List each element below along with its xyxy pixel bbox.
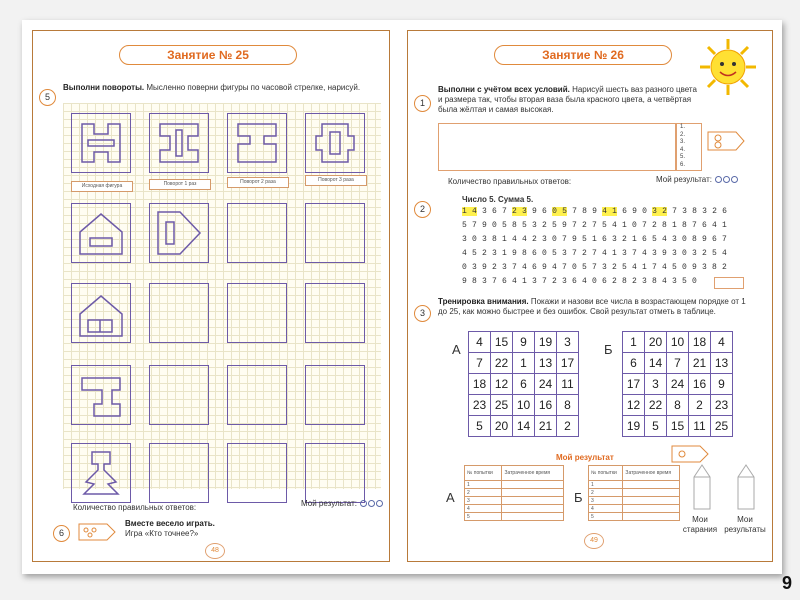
shape-original-5 — [71, 443, 131, 503]
schulte-table-a — [468, 331, 579, 437]
bracket-shape-icon — [72, 366, 130, 424]
attempt-number: 2 — [465, 489, 502, 497]
task-6-number: 6 — [53, 525, 70, 542]
time-input-cell[interactable] — [623, 481, 680, 489]
number-cell[interactable]: 13 — [535, 353, 557, 374]
shape-rotated-1-3 — [305, 113, 365, 173]
workbook-spread — [22, 20, 782, 574]
label-original: Исходная фигура — [71, 181, 133, 192]
number-row-4: 4 5 2 3 1 9 8 6 0 5 3 7 2 7 4 1 3 7 4 3 9 3 0 3 2 5 4 — [462, 249, 728, 258]
vase-slot-2: 2. — [680, 131, 686, 138]
attempt-number: 4 — [465, 505, 502, 513]
number-cell[interactable]: 7 — [667, 353, 689, 374]
vase-slot-list — [676, 123, 702, 171]
table-row — [469, 395, 579, 416]
answer-input-box[interactable] — [714, 277, 744, 289]
vase-drawing-area[interactable] — [438, 123, 676, 171]
number-cell[interactable]: 20 — [491, 416, 513, 437]
number-cell[interactable]: 23 — [711, 395, 733, 416]
result-circle-icon[interactable] — [376, 500, 383, 507]
number-cell[interactable]: 11 — [689, 416, 711, 437]
number-cell[interactable]: 6 — [513, 374, 535, 395]
answer-box-3-1[interactable] — [149, 283, 209, 343]
number-cell[interactable]: 5 — [469, 416, 491, 437]
number-cell[interactable]: 19 — [623, 416, 645, 437]
sun-icon — [698, 37, 758, 97]
number-cell[interactable]: 10 — [667, 332, 689, 353]
pencil-icon — [706, 129, 746, 153]
number-cell[interactable]: 3 — [645, 374, 667, 395]
left-my-result-label: Мой результат: — [301, 499, 357, 508]
number-cell[interactable]: 8 — [667, 395, 689, 416]
number-cell[interactable]: 7 — [469, 353, 491, 374]
answer-box-2-2[interactable] — [227, 203, 287, 263]
number-cell[interactable]: 5 — [645, 416, 667, 437]
shape-original-3 — [71, 283, 131, 343]
answer-box-2-3[interactable] — [305, 203, 365, 263]
left-page-number: 48 — [205, 543, 225, 559]
table-row — [623, 353, 733, 374]
right-page-number: 49 — [584, 533, 604, 549]
number-cell[interactable]: 12 — [623, 395, 645, 416]
pencil-icon — [77, 521, 117, 543]
number-cell[interactable]: 4 — [469, 332, 491, 353]
number-cell[interactable]: 12 — [491, 374, 513, 395]
task-1-heading: Выполни с учётом всех условий. — [438, 85, 570, 94]
number-cell[interactable]: 6 — [623, 353, 645, 374]
number-cell[interactable]: 17 — [557, 353, 579, 374]
table-row — [623, 332, 733, 353]
left-correct-count-label: Количество правильных ответов: — [73, 503, 197, 512]
time-input-cell[interactable] — [502, 481, 564, 489]
cottage-shape-icon — [72, 284, 130, 342]
result-circle-icon[interactable] — [723, 176, 730, 183]
number-cell[interactable]: 4 — [711, 332, 733, 353]
left-page — [32, 30, 390, 562]
number-row-6: 9 8 3 7 6 4 1 3 7 2 3 6 4 0 6 2 8 2 3 8 4 3 5 0 — [462, 277, 698, 286]
number-cell[interactable]: 21 — [535, 416, 557, 437]
highlight-group: 4 1 — [602, 207, 618, 216]
number-cell[interactable]: 1 — [513, 353, 535, 374]
answer-box-5-1[interactable] — [149, 443, 209, 503]
number-cell[interactable]: 23 — [469, 395, 491, 416]
number-cell[interactable]: 9 — [711, 374, 733, 395]
number-cell[interactable]: 20 — [645, 332, 667, 353]
time-input-cell[interactable] — [623, 497, 680, 505]
table-row — [623, 395, 733, 416]
time-input-cell[interactable] — [623, 513, 680, 521]
number-row-1: 1 4 3 6 7 2 3 9 6 0 5 7 8 9 4 1 6 9 0 3 2 7 3 8 3 2 6 — [462, 207, 728, 216]
tower-results-label: Мои результаты — [724, 515, 766, 534]
task-3-instruction: Покажи и назови все числа в возрастающем порядке от 1 до 25, как можно быстрее и без ошибок. Свой результат отметь в таблице. — [438, 297, 746, 316]
shape-original-2 — [71, 203, 131, 263]
shape-rotated-2-1 — [149, 203, 209, 263]
attempt-number: 4 — [589, 505, 623, 513]
number-cell[interactable]: 18 — [689, 332, 711, 353]
number-cell[interactable]: 18 — [469, 374, 491, 395]
answer-box-4-2[interactable] — [227, 365, 287, 425]
answer-box-4-1[interactable] — [149, 365, 209, 425]
task-2-label: Число 5. Сумма 5. — [462, 195, 534, 204]
table-row — [623, 416, 733, 437]
right-correct-count-label: Количество правильных ответов: — [448, 177, 572, 186]
number-row-5: 0 3 9 2 3 7 4 6 9 4 7 0 5 7 3 2 5 4 1 7 4 5 0 9 3 8 2 — [462, 263, 728, 272]
number-cell[interactable]: 10 — [513, 395, 535, 416]
rotation-shape-icon — [306, 114, 364, 172]
task-5-text — [63, 83, 379, 93]
answer-box-5-2[interactable] — [227, 443, 287, 503]
vase-slot-1: 1. — [680, 124, 686, 130]
result-row — [589, 505, 680, 513]
highlight-group: 1 4 — [462, 207, 478, 216]
shape-original-1 — [71, 113, 131, 173]
number-cell[interactable]: 21 — [689, 353, 711, 374]
highlight-group: 2 3 — [512, 207, 528, 216]
result-table-b — [588, 465, 680, 521]
number-cell[interactable]: 8 — [557, 395, 579, 416]
result-row — [589, 481, 680, 489]
table-a-label: А — [452, 342, 461, 357]
shape-original-4 — [71, 365, 131, 425]
time-input-cell[interactable] — [502, 505, 564, 513]
task-3-number: 3 — [414, 305, 431, 322]
left-my-result — [301, 499, 383, 508]
number-cell[interactable]: 1 — [623, 332, 645, 353]
result-header-row — [465, 466, 564, 481]
number-cell[interactable]: 9 — [513, 332, 535, 353]
tower-efforts-icon — [690, 461, 714, 511]
task-5-instruction: Мысленно поверни фигуры по часовой стрелке, нарисуй. — [144, 83, 361, 92]
result-row — [465, 489, 564, 497]
table-row — [469, 416, 579, 437]
time-input-cell[interactable] — [623, 505, 680, 513]
result-row — [589, 489, 680, 497]
table-b-label: Б — [604, 342, 613, 357]
number-cell[interactable]: 2 — [689, 395, 711, 416]
number-cell[interactable]: 16 — [535, 395, 557, 416]
house-shape-icon — [150, 204, 208, 262]
result-circle-icon[interactable] — [731, 176, 738, 183]
number-cell[interactable]: 15 — [667, 416, 689, 437]
rotation-shape-icon — [150, 114, 208, 172]
number-row-2: 5 7 9 0 5 8 5 3 2 5 9 7 2 7 5 4 1 0 7 2 8 1 8 7 6 4 1 — [462, 221, 728, 230]
vase-slot-3: 3. — [680, 139, 686, 145]
time-column-header: Затраченное время — [623, 466, 680, 481]
right-my-result — [656, 175, 738, 184]
result-circle-icon[interactable] — [360, 500, 367, 507]
attempt-number: 3 — [465, 497, 502, 505]
number-cell[interactable]: 25 — [491, 395, 513, 416]
result-table-a — [464, 465, 564, 521]
right-my-result-label: Мой результат: — [656, 175, 712, 184]
number-cell[interactable]: 25 — [711, 416, 733, 437]
table-row — [469, 374, 579, 395]
attempt-number: 2 — [589, 489, 623, 497]
result-row — [465, 513, 564, 521]
time-input-cell[interactable] — [502, 497, 564, 505]
attempt-number: 3 — [589, 497, 623, 505]
result-row — [589, 497, 680, 505]
result-row — [465, 481, 564, 489]
slide-number: 9 — [781, 573, 792, 593]
number-cell[interactable]: 14 — [645, 353, 667, 374]
right-page — [407, 30, 773, 562]
task-2-number: 2 — [414, 201, 431, 218]
table-row — [469, 332, 579, 353]
result-header-row — [589, 466, 680, 481]
task-1-number: 1 — [414, 95, 431, 112]
answer-box-3-3[interactable] — [305, 283, 365, 343]
house-shape-icon — [72, 204, 130, 262]
number-cell[interactable]: 22 — [645, 395, 667, 416]
answer-box-3-2[interactable] — [227, 283, 287, 343]
task-5-heading: Выполни повороты. — [63, 83, 145, 92]
answer-box-4-3[interactable] — [305, 365, 365, 425]
result-row — [465, 497, 564, 505]
result-table-b-label: Б — [574, 490, 583, 505]
shape-rotated-1-2 — [227, 113, 287, 173]
task-6-heading: Вместе весело играть. — [125, 519, 215, 528]
task-1-text — [438, 85, 700, 115]
tree-shape-icon — [72, 444, 130, 502]
number-cell[interactable]: 15 — [491, 332, 513, 353]
number-cell[interactable]: 11 — [557, 374, 579, 395]
number-cell[interactable]: 2 — [557, 416, 579, 437]
vase-slot-4: 4. — [680, 146, 686, 153]
number-cell[interactable]: 13 — [711, 353, 733, 374]
number-cell[interactable]: 14 — [513, 416, 535, 437]
vase-slot-6: 6. — [680, 161, 686, 168]
left-page-title: Занятие № 25 — [119, 45, 297, 65]
result-table-a-label: А — [446, 490, 455, 505]
number-row-3: 3 0 3 8 1 4 4 2 3 0 7 9 5 1 6 3 2 1 6 5 4 3 0 8 9 6 7 — [462, 235, 728, 244]
table-row — [623, 374, 733, 395]
time-column-header: Затраченное время — [502, 466, 564, 481]
attempt-column-header: № попытки — [589, 466, 623, 481]
shape-rotated-1-1 — [149, 113, 209, 173]
time-input-cell[interactable] — [623, 489, 680, 497]
number-cell[interactable]: 3 — [557, 332, 579, 353]
time-input-cell[interactable] — [502, 513, 564, 521]
number-cell[interactable]: 22 — [491, 353, 513, 374]
vase-slot-5: 5. — [680, 154, 686, 160]
schulte-table-b — [622, 331, 733, 437]
task-5-number: 5 — [39, 89, 56, 106]
result-row — [589, 513, 680, 521]
result-row — [465, 505, 564, 513]
highlight-group: 3 2 — [652, 207, 668, 216]
task-1-instruction: Нарисуй шесть ваз разного цвета и размера так, чтобы вторая ваза была красного цвета, а четвёртая была жёлтая и самая высокая. — [438, 85, 697, 114]
highlight-group: 0 5 — [552, 207, 568, 216]
number-cell[interactable]: 17 — [623, 374, 645, 395]
number-cell[interactable]: 16 — [689, 374, 711, 395]
answer-box-5-3[interactable] — [305, 443, 365, 503]
task-6-text — [125, 519, 325, 539]
attempt-number: 5 — [589, 513, 623, 521]
label-rotation-3: Поворот 3 раза — [305, 175, 367, 186]
tower-results-icon — [734, 461, 758, 511]
rotation-shape-icon — [72, 114, 130, 172]
result-circle-icon[interactable] — [368, 500, 375, 507]
right-page-title: Занятие № 26 — [494, 45, 672, 65]
tower-efforts-label: Мои старания — [682, 515, 718, 534]
task-3-heading: Тренировка внимания. — [438, 297, 529, 306]
task-3-text — [438, 297, 750, 317]
table-row — [469, 353, 579, 374]
rotation-shape-icon — [228, 114, 286, 172]
time-input-cell[interactable] — [502, 489, 564, 497]
attempt-column-header: № попытки — [465, 466, 502, 481]
label-rotation-1: Поворот 1 раз — [149, 179, 211, 190]
attempt-number: 1 — [465, 481, 502, 489]
my-result-title: Мой результат — [556, 453, 614, 462]
task-6-instruction: Игра «Кто точнее?» — [125, 529, 199, 538]
label-rotation-2: Поворот 2 раза — [227, 177, 289, 188]
number-cell[interactable]: 24 — [535, 374, 557, 395]
number-cell[interactable]: 24 — [667, 374, 689, 395]
drawing-grid — [63, 103, 381, 489]
number-cell[interactable]: 19 — [535, 332, 557, 353]
attempt-number: 5 — [465, 513, 502, 521]
result-circle-icon[interactable] — [715, 176, 722, 183]
attempt-number: 1 — [589, 481, 623, 489]
